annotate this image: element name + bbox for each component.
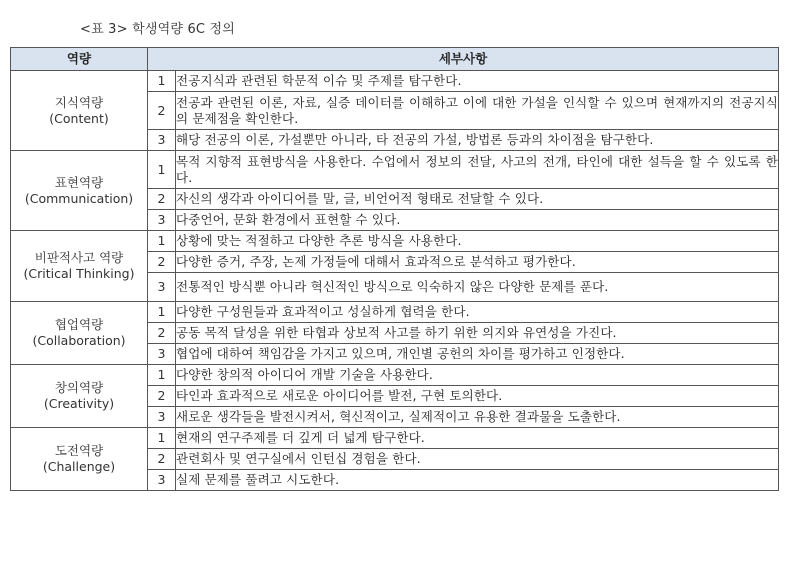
competency-name-ko: 창의역량	[54, 380, 104, 395]
competency-cell	[11, 302, 148, 365]
competency-cell	[11, 231, 148, 302]
item-number: 2	[148, 92, 176, 130]
item-description: 실제 문제를 풀려고 시도한다.	[176, 470, 779, 491]
table-row	[11, 302, 779, 323]
competency-name-en: (Content)	[49, 110, 109, 126]
item-description: 상황에 맞는 적절하고 다양한 추론 방식을 사용한다.	[176, 231, 779, 252]
item-number: 1	[148, 302, 176, 323]
table-row	[11, 71, 779, 92]
competency-cell	[11, 428, 148, 491]
competency-name-en: (Communication)	[24, 190, 134, 206]
item-number: 2	[148, 252, 176, 273]
item-description: 다양한 증거, 주장, 논제 가정들에 대해서 효과적으로 분석하고 평가한다.	[176, 252, 779, 273]
item-number: 3	[148, 407, 176, 428]
competency-name-ko: 도전역량	[54, 443, 104, 458]
competency-name-en: (Critical Thinking)	[23, 266, 135, 281]
item-description: 새로운 생각들을 발전시켜서, 혁신적이고, 실제적이고 유용한 결과물을 도출한다.	[176, 407, 779, 428]
item-description: 다중언어, 문화 환경에서 표현할 수 있다.	[176, 210, 779, 231]
item-description: 다양한 창의적 아이디어 개발 기술을 사용한다.	[176, 365, 779, 386]
item-number: 1	[148, 151, 176, 189]
item-number: 3	[148, 273, 176, 302]
competency-table	[10, 47, 779, 491]
table-row	[11, 428, 779, 449]
item-number: 1	[148, 365, 176, 386]
item-number: 1	[148, 428, 176, 449]
competency-name-ko: 협업역량	[54, 317, 104, 332]
item-description: 목적 지향적 표현방식을 사용한다. 수업에서 정보의 전달, 사고의 전개, 타인에 대한 설득을 할 수 있도록 한다.	[176, 151, 779, 189]
item-number: 2	[148, 323, 176, 344]
item-number: 3	[148, 470, 176, 491]
competency-name-ko: 비판적사고 역량	[34, 250, 124, 265]
item-number: 2	[148, 386, 176, 407]
item-description: 해당 전공의 이론, 가설뿐만 아니라, 타 전공의 가설, 방법론 등과의 차이점을 탐구한다.	[176, 130, 779, 151]
table-caption: <표 3> 학생역량 6C 정의	[80, 22, 236, 37]
item-number: 3	[148, 210, 176, 231]
header-details: 세부사항	[148, 48, 779, 71]
table-row	[11, 365, 779, 386]
item-description: 현재의 연구주제를 더 깊게 더 넓게 탐구한다.	[176, 428, 779, 449]
header-row	[11, 48, 779, 71]
item-description: 자신의 생각과 아이디어를 말, 글, 비언어적 형태로 전달할 수 있다.	[176, 189, 779, 210]
item-number: 1	[148, 231, 176, 252]
table-row	[11, 231, 779, 252]
competency-cell	[11, 71, 148, 151]
competency-cell	[11, 151, 148, 231]
item-description: 다양한 구성원들과 효과적이고 성실하게 협력을 한다.	[176, 302, 779, 323]
competency-name-en: (Challenge)	[42, 459, 116, 474]
competency-name-ko: 지식역량	[54, 94, 104, 110]
item-description: 공동 목적 달성을 위한 타협과 상보적 사고를 하기 위한 의지와 유연성을 가진다.	[176, 323, 779, 344]
item-number: 1	[148, 71, 176, 92]
item-number: 2	[148, 189, 176, 210]
header-competency: 역량	[11, 48, 148, 71]
competency-name-ko: 표현역량	[54, 174, 104, 190]
item-description: 타인과 효과적으로 새로운 아이디어를 발전, 구현 토의한다.	[176, 386, 779, 407]
item-number: 3	[148, 130, 176, 151]
table-row	[11, 151, 779, 189]
item-description: 관련회사 및 연구실에서 인턴십 경험을 한다.	[176, 449, 779, 470]
item-description: 전통적인 방식뿐 아니라 혁신적인 방식으로 익숙하지 않은 다양한 문제를 푼다.	[176, 273, 779, 302]
competency-cell	[11, 365, 148, 428]
item-number: 3	[148, 344, 176, 365]
competency-name-en: (Collaboration)	[32, 333, 126, 348]
item-description: 전공지식과 관련된 학문적 이슈 및 주제를 탐구한다.	[176, 71, 779, 92]
item-number: 2	[148, 449, 176, 470]
item-description: 전공과 관련된 이론, 자료, 실증 데이터를 이해하고 이에 대한 가설을 인식할 수 있으며 현재까지의 전공지식의 문제점을 확인한다.	[176, 92, 779, 130]
competency-name-en: (Creativity)	[43, 396, 115, 411]
item-description: 협업에 대하여 책임감을 가지고 있으며, 개인별 공헌의 차이를 평가하고 인정한다.	[176, 344, 779, 365]
